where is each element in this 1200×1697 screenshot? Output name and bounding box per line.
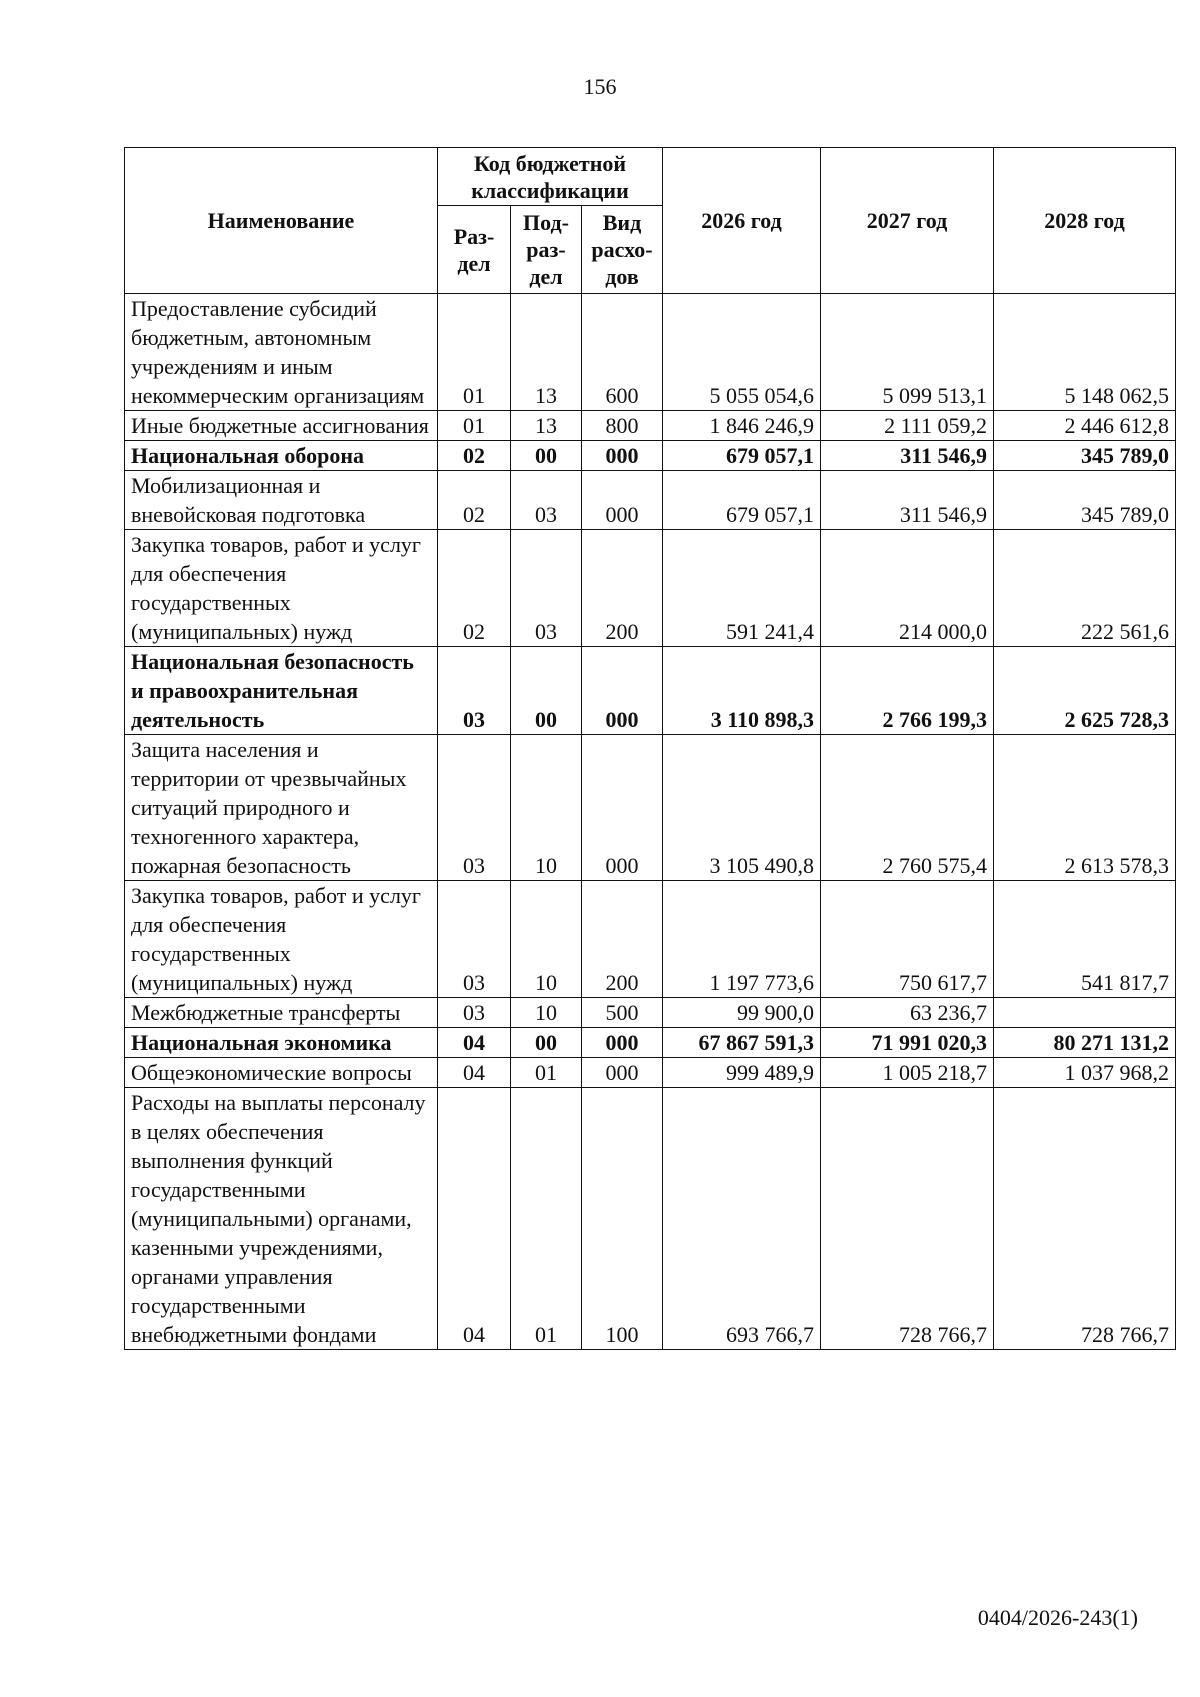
row-value-2027: 214 000,0 bbox=[821, 530, 994, 647]
table-row bbox=[125, 411, 1176, 441]
table-row bbox=[125, 1058, 1176, 1088]
row-expense-type: 000 bbox=[582, 471, 663, 530]
row-value-2026: 3 105 490,8 bbox=[663, 735, 821, 881]
header-section: Раз- дел bbox=[438, 206, 511, 294]
table-row bbox=[125, 881, 1176, 998]
row-section: 02 bbox=[438, 530, 511, 647]
row-value-2026: 3 110 898,3 bbox=[663, 647, 821, 735]
row-section: 04 bbox=[438, 1028, 511, 1058]
row-name: Национальная экономика bbox=[125, 1028, 438, 1058]
row-subsection: 00 bbox=[511, 441, 582, 471]
row-subsection: 01 bbox=[511, 1058, 582, 1088]
row-value-2026: 679 057,1 bbox=[663, 441, 821, 471]
row-value-2027: 5 099 513,1 bbox=[821, 294, 994, 411]
table-row bbox=[125, 294, 1176, 411]
row-value-2027: 728 766,7 bbox=[821, 1088, 994, 1350]
row-value-2028: 2 613 578,3 bbox=[994, 735, 1176, 881]
row-section: 04 bbox=[438, 1088, 511, 1350]
header-budget-code: Код бюджетной классификации bbox=[438, 148, 663, 206]
row-value-2026: 591 241,4 bbox=[663, 530, 821, 647]
header-name: Наименование bbox=[125, 148, 438, 294]
row-name: Общеэкономические вопросы bbox=[125, 1058, 438, 1088]
table-row bbox=[125, 735, 1176, 881]
row-value-2028: 728 766,7 bbox=[994, 1088, 1176, 1350]
row-subsection: 10 bbox=[511, 735, 582, 881]
row-subsection: 13 bbox=[511, 411, 582, 441]
row-value-2028: 222 561,6 bbox=[994, 530, 1176, 647]
table-row bbox=[125, 998, 1176, 1028]
row-expense-type: 000 bbox=[582, 647, 663, 735]
row-value-2028 bbox=[994, 998, 1176, 1028]
header-subsection: Под- раз- дел bbox=[511, 206, 582, 294]
table-row bbox=[125, 530, 1176, 647]
row-value-2027: 311 546,9 bbox=[821, 471, 994, 530]
row-value-2027: 2 760 575,4 bbox=[821, 735, 994, 881]
row-value-2027: 1 005 218,7 bbox=[821, 1058, 994, 1088]
row-value-2028: 2 446 612,8 bbox=[994, 411, 1176, 441]
row-section: 03 bbox=[438, 647, 511, 735]
row-name: Защита населения и территории от чрезвычайных ситуаций природного и техногенного характера, пожарная безопасность bbox=[125, 735, 438, 881]
row-section: 03 bbox=[438, 998, 511, 1028]
row-expense-type: 000 bbox=[582, 1058, 663, 1088]
row-expense-type: 000 bbox=[582, 441, 663, 471]
row-name: Закупка товаров, работ и услуг для обеспечения государственных (муниципальных) нужд bbox=[125, 881, 438, 998]
row-expense-type: 600 bbox=[582, 294, 663, 411]
row-expense-type: 200 bbox=[582, 881, 663, 998]
row-expense-type: 800 bbox=[582, 411, 663, 441]
row-name: Предоставление субсидий бюджетным, автономным учреждениям и иным некоммерческим организациям bbox=[125, 294, 438, 411]
row-name: Расходы на выплаты персоналу в целях обеспечения выполнения функций государственными (муниципальными) органами, казенными учреждениями, органами управления государственными внебюджетными фондами bbox=[125, 1088, 438, 1350]
row-value-2027: 2 766 199,3 bbox=[821, 647, 994, 735]
row-value-2028: 80 271 131,2 bbox=[994, 1028, 1176, 1058]
row-expense-type: 500 bbox=[582, 998, 663, 1028]
row-subsection: 10 bbox=[511, 998, 582, 1028]
row-expense-type: 200 bbox=[582, 530, 663, 647]
row-value-2026: 693 766,7 bbox=[663, 1088, 821, 1350]
row-subsection: 03 bbox=[511, 471, 582, 530]
row-subsection: 00 bbox=[511, 647, 582, 735]
row-value-2026: 99 900,0 bbox=[663, 998, 821, 1028]
table-row bbox=[125, 1028, 1176, 1058]
row-section: 03 bbox=[438, 735, 511, 881]
row-subsection: 10 bbox=[511, 881, 582, 998]
header-expense-type: Вид расхо- дов bbox=[582, 206, 663, 294]
table-row bbox=[125, 441, 1176, 471]
budget-table bbox=[124, 147, 1176, 1350]
row-name: Национальная безопасность и правоохранительная деятельность bbox=[125, 647, 438, 735]
row-value-2026: 5 055 054,6 bbox=[663, 294, 821, 411]
row-value-2027: 2 111 059,2 bbox=[821, 411, 994, 441]
row-value-2026: 999 489,9 bbox=[663, 1058, 821, 1088]
row-name: Закупка товаров, работ и услуг для обеспечения государственных (муниципальных) нужд bbox=[125, 530, 438, 647]
row-expense-type: 000 bbox=[582, 1028, 663, 1058]
row-name: Национальная оборона bbox=[125, 441, 438, 471]
row-subsection: 01 bbox=[511, 1088, 582, 1350]
row-value-2028: 345 789,0 bbox=[994, 441, 1176, 471]
document-code: 0404/2026-243(1) bbox=[977, 1605, 1138, 1630]
row-value-2028: 5 148 062,5 bbox=[994, 294, 1176, 411]
row-section: 01 bbox=[438, 411, 511, 441]
row-value-2027: 311 546,9 bbox=[821, 441, 994, 471]
row-expense-type: 000 bbox=[582, 735, 663, 881]
row-value-2026: 1 846 246,9 bbox=[663, 411, 821, 441]
table-body bbox=[125, 294, 1176, 1350]
page-number: 156 bbox=[583, 74, 617, 99]
row-section: 02 bbox=[438, 441, 511, 471]
table-row bbox=[125, 1088, 1176, 1350]
row-value-2028: 541 817,7 bbox=[994, 881, 1176, 998]
row-value-2026: 67 867 591,3 bbox=[663, 1028, 821, 1058]
row-subsection: 13 bbox=[511, 294, 582, 411]
header-year-2026: 2026 год bbox=[663, 148, 821, 294]
header-year-2028: 2028 год bbox=[994, 148, 1176, 294]
table-row bbox=[125, 647, 1176, 735]
row-section: 03 bbox=[438, 881, 511, 998]
row-name: Иные бюджетные ассигнования bbox=[125, 411, 438, 441]
header-year-2027: 2027 год bbox=[821, 148, 994, 294]
row-value-2028: 1 037 968,2 bbox=[994, 1058, 1176, 1088]
row-section: 01 bbox=[438, 294, 511, 411]
row-value-2027: 750 617,7 bbox=[821, 881, 994, 998]
row-name: Мобилизационная и вневойсковая подготовка bbox=[125, 471, 438, 530]
table-row bbox=[125, 471, 1176, 530]
row-value-2026: 679 057,1 bbox=[663, 471, 821, 530]
row-expense-type: 100 bbox=[582, 1088, 663, 1350]
row-subsection: 03 bbox=[511, 530, 582, 647]
row-value-2026: 1 197 773,6 bbox=[663, 881, 821, 998]
row-subsection: 00 bbox=[511, 1028, 582, 1058]
row-value-2028: 345 789,0 bbox=[994, 471, 1176, 530]
row-name: Межбюджетные трансферты bbox=[125, 998, 438, 1028]
row-value-2027: 71 991 020,3 bbox=[821, 1028, 994, 1058]
row-section: 04 bbox=[438, 1058, 511, 1088]
row-value-2027: 63 236,7 bbox=[821, 998, 994, 1028]
row-section: 02 bbox=[438, 471, 511, 530]
row-value-2028: 2 625 728,3 bbox=[994, 647, 1176, 735]
